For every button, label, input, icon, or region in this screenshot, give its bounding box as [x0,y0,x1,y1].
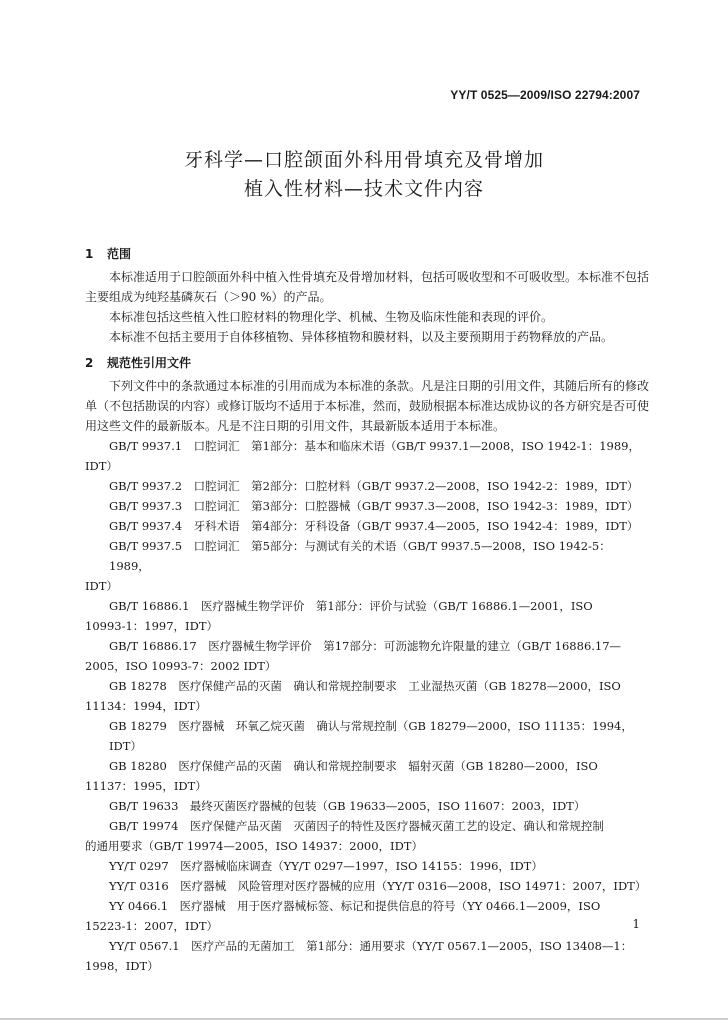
standard-code: YY/T 0525—2009/ISO 22794:2007 [450,88,640,102]
reference-item [85,476,650,496]
reference-item [85,436,650,476]
reference-item [85,816,650,856]
reference-text: GB 18279 医疗器械 环氧乙烷灭菌 确认与常规控制（GB 18279—2000，ISO 11135：1994，IDT） [109,719,633,753]
reference-text: GB/T 9937.2 口腔词汇 第2部分：口腔材料（GB/T 9937.2—2008，ISO 1942-2：1989，IDT） [109,479,639,493]
reference-item [85,676,650,716]
reference-continuation: 11137：1995，IDT） [85,779,207,793]
reference-text: GB/T 19633 最终灭菌医疗器械的包装（GB 19633—2005，ISO 11607：2003，IDT） [109,799,586,813]
references-intro: 下列文件中的条款通过本标准的引用而成为本标准的条款。凡是注日期的引用文件，其随后所有的修改单（不包括勘误的内容）或修订版均不适用于本标准，然而，鼓励根据本标准达成协议的各方研究是否可使用这些文件的最新版本。凡是不注日期的引用文件，其最新版本适用于本标准。 [85,379,650,433]
reference-text: GB/T 9937.5 口腔词汇 第5部分：与测试有关的术语（GB/T 9937.5—2008，ISO 1942-5：1989， [109,539,611,573]
reference-list [85,436,650,976]
scope-paragraph-2: 本标准包括这些植入性口腔材料的物理化学、机械、生物及临床性能和表现的评价。 [109,310,554,324]
reference-item [85,716,650,756]
reference-item [85,856,650,876]
reference-text: YY/T 0567.1 医疗产品的无菌加工 第1部分：通用要求（YY/T 0567.1—2005，ISO 13408—1： [109,939,633,953]
reference-continuation: 1998，IDT） [85,959,159,973]
document-body [85,241,650,976]
reference-text: GB 18278 医疗保健产品的灭菌 确认和常规控制要求 工业湿热灭菌（GB 18278—2000，ISO [109,679,621,693]
reference-item [85,876,650,896]
reference-continuation: 的通用要求（GB/T 19974—2005，ISO 14937：2000，IDT） [85,839,423,853]
reference-text: YY/T 0297 医疗器械临床调查（YY/T 0297—1997，ISO 14155：1996，IDT） [109,859,543,873]
reference-item [85,596,650,636]
reference-text: YY 0466.1 医疗器械 用于医疗器械标签、标记和提供信息的符号（YY 0466.1—2009，ISO [109,899,601,913]
reference-continuation: 11134：1994，IDT） [85,699,207,713]
reference-text: YY/T 0316 医疗器械 风险管理对医疗器械的应用（YY/T 0316—2008，ISO 14971：2007，IDT） [109,879,647,893]
reference-text: GB/T 16886.1 医疗器械生物学评价 第1部分：评价与试验（GB/T 16886.1—2001，ISO [109,599,593,613]
scan-edge-divider [0,1018,728,1020]
reference-item [85,516,650,536]
reference-continuation: 15223-1：2007，IDT） [85,919,218,933]
reference-text: GB/T 16886.17 医疗器械生物学评价 第17部分：可沥滤物允许限量的建立（GB/T 16886.17— [109,639,622,653]
title-line-2: 植入性材料—技术文件内容 [243,178,484,200]
reference-continuation: IDT） [85,579,118,593]
section-1-title: 范围 [107,247,132,261]
section-2-heading [85,353,650,373]
reference-continuation: 2005，ISO 10993-7：2002 IDT） [85,659,277,673]
reference-continuation: IDT） [85,459,118,473]
section-1-number: 1 [85,247,94,261]
section-2-number: 2 [85,356,94,370]
section-2-title: 规范性引用文件 [107,356,192,370]
section-1-heading [85,244,650,264]
reference-item [85,936,650,976]
reference-text: GB/T 9937.4 牙科术语 第4部分：牙科设备（GB/T 9937.4—2005，ISO 1942-4：1989，IDT） [109,519,639,533]
scope-paragraph-1: 本标准适用于口腔颌面外科中植入性骨填充及骨增加材料，包括可吸收型和不可吸收型。本标准不包括主要组成为纯羟基磷灰石（＞90 %）的产品。 [85,270,650,304]
reference-item [85,796,650,816]
reference-continuation: 10993-1：1997，IDT） [85,619,218,633]
reference-item [85,636,650,676]
document-title [0,146,728,204]
reference-text: GB/T 9937.1 口腔词汇 第1部分：基本和临床术语（GB/T 9937.1—2008，ISO 1942-1：1989， [109,439,640,453]
reference-item [85,536,650,596]
reference-text: GB/T 9937.3 口腔词汇 第3部分：口腔器械（GB/T 9937.3—2008，ISO 1942-3：1989，IDT） [109,499,639,513]
scope-paragraph-3: 本标准不包括主要用于自体移植物、异体移植物和膜材料，以及主要预期用于药物释放的产品。 [109,330,614,344]
reference-item [85,896,650,936]
title-line-1: 牙科学—口腔颌面外科用骨填充及骨增加 [183,149,544,171]
reference-item [85,756,650,796]
reference-text: GB 18280 医疗保健产品的灭菌 确认和常规控制要求 辐射灭菌（GB 18280—2000，ISO [109,759,598,773]
reference-text: GB/T 19974 医疗保健产品灭菌 灭菌因子的特性及医疗器械灭菌工艺的设定、确认和常规控制 [109,819,604,833]
reference-item [85,496,650,516]
page-number: 1 [632,917,640,931]
